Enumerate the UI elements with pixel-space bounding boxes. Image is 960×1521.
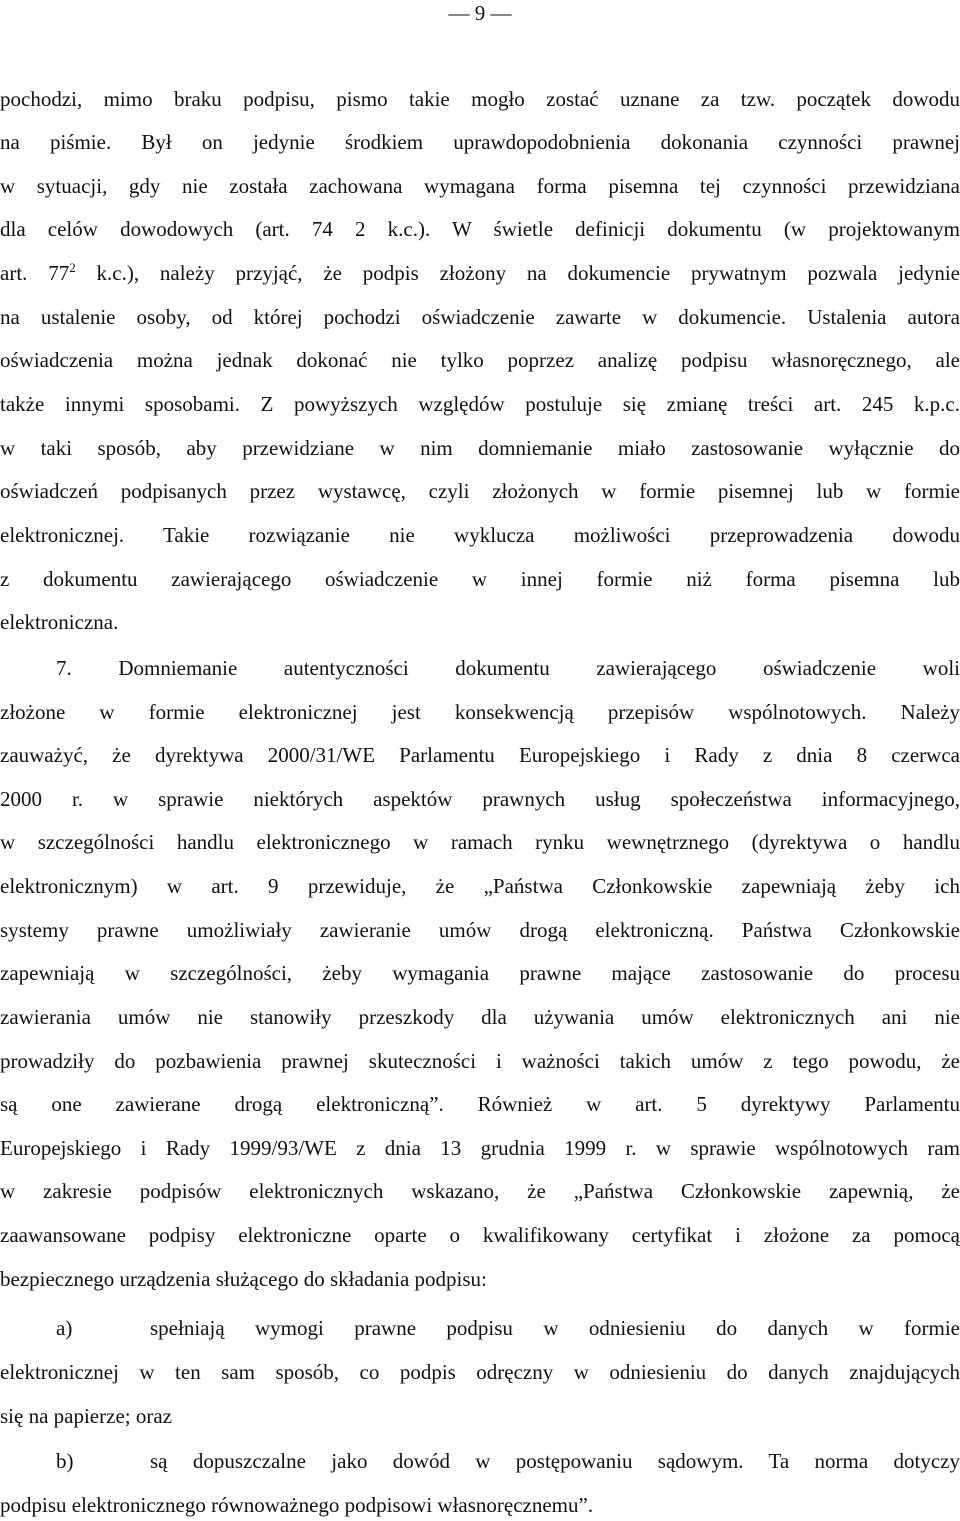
text-line bbox=[0, 258, 960, 288]
text-line: systemy prawne umożliwiały zawieranie umów drogą elektroniczną. Państwa Członkowskie bbox=[0, 918, 960, 942]
text-line: zauważyć, że dyrektywa 2000/31/WE Parlamentu Europejskiego i Rady z dnia 8 czerwca bbox=[0, 743, 960, 767]
article-ref: art. 77 bbox=[0, 261, 70, 285]
list-label-b: b) bbox=[56, 1449, 74, 1473]
list-label-a: a) bbox=[56, 1316, 73, 1340]
text-line: na piśmie. Był on jedynie środkiem uprawdopodobnienia dokonania czynności prawnej bbox=[0, 130, 960, 154]
text-line: elektronicznej. Takie rozwiązanie nie wyklucza możliwości przeprowadzenia dowodu bbox=[0, 523, 960, 547]
superscript: 2 bbox=[69, 260, 76, 275]
text-line: oświadczenia można jednak dokonać nie tylko poprzez analizę podpisu własnoręcznego, ale bbox=[0, 348, 960, 372]
text-line: elektronicznym) w art. 9 przewiduje, że „Państwa Członkowskie zapewniają żeby ich bbox=[0, 874, 960, 898]
text-line: podpisu elektronicznego równoważnego podpisowi własnoręcznemu”. bbox=[0, 1493, 594, 1517]
text-line: z dokumentu zawierającego oświadczenie w innej formie niż forma pisemna lub bbox=[0, 567, 960, 591]
text-line: zaawansowane podpisy elektroniczne oparte o kwalifikowany certyfikat i złożone za pomocą bbox=[0, 1223, 960, 1247]
text-segment: k.c.), należy przyjąć, że podpis złożony na dokumencie prywatnym pozwala jedynie bbox=[75, 261, 960, 285]
text-line: bezpiecznego urządzenia służącego do składania podpisu: bbox=[0, 1267, 487, 1291]
text-line: na ustalenie osoby, od której pochodzi oświadczenie zawarte w dokumencie. Ustalenia autora bbox=[0, 305, 960, 329]
list-item-b: są dopuszczalne jako dowód w postępowaniu sądowym. Ta norma dotyczy bbox=[150, 1449, 960, 1473]
text-line: Europejskiego i Rady 1999/93/WE z dnia 13 grudnia 1999 r. w sprawie wspólnotowych ram bbox=[0, 1136, 960, 1160]
text-line: oświadczeń podpisanych przez wystawcę, czyli złożonych w formie pisemnej lub w formie bbox=[0, 479, 960, 503]
text-line: elektronicznej w ten sam sposób, co podpis odręczny w odniesieniu do danych znajdujących bbox=[0, 1360, 960, 1384]
text-line: się na papierze; oraz bbox=[0, 1404, 172, 1428]
text-line: w taki sposób, aby przewidziane w nim domniemanie miało zastosowanie wyłącznie do bbox=[0, 436, 960, 460]
text-line: 2000 r. w sprawie niektórych aspektów prawnych usług społeczeństwa informacyjnego, bbox=[0, 787, 960, 811]
text-line: prowadziły do pozbawienia prawnej skuteczności i ważności takich umów z tego powodu, że bbox=[0, 1049, 960, 1073]
text-line: są one zawierane drogą elektroniczną”. Również w art. 5 dyrektywy Parlamentu bbox=[0, 1092, 960, 1116]
text-line: pochodzi, mimo braku podpisu, pismo takie mogło zostać uznane za tzw. początek dowodu bbox=[0, 87, 960, 111]
paragraph-start: 7. Domniemanie autentyczności dokumentu zawierającego oświadczenie woli bbox=[56, 656, 960, 680]
text-line: także innymi sposobami. Z powyższych względów postuluje się zmianę treści art. 245 k.p.c. bbox=[0, 392, 960, 416]
text-line: w zakresie podpisów elektronicznych wskazano, że „Państwa Członkowskie zapewnią, że bbox=[0, 1179, 960, 1203]
text-line: zapewniają w szczególności, żeby wymagania prawne mające zastosowanie do procesu bbox=[0, 961, 960, 985]
text-line: złożone w formie elektronicznej jest konsekwencją przepisów wspólnotowych. Należy bbox=[0, 700, 960, 724]
text-line: zawierania umów nie stanowiły przeszkody dla używania umów elektronicznych ani nie bbox=[0, 1005, 960, 1029]
list-item-a: spełniają wymogi prawne podpisu w odniesieniu do danych w formie bbox=[150, 1316, 960, 1340]
text-line: dla celów dowodowych (art. 74 2 k.c.). W świetle definicji dokumentu (w projektowanym bbox=[0, 217, 960, 241]
page-number: — 9 — bbox=[448, 1, 512, 25]
text-line: w sytuacji, gdy nie została zachowana wymagana forma pisemna tej czynności przewidziana bbox=[0, 174, 960, 198]
text-line: elektroniczna. bbox=[0, 610, 119, 634]
text-line: w szczególności handlu elektronicznego w ramach rynku wewnętrznego (dyrektywa o handlu bbox=[0, 830, 960, 854]
